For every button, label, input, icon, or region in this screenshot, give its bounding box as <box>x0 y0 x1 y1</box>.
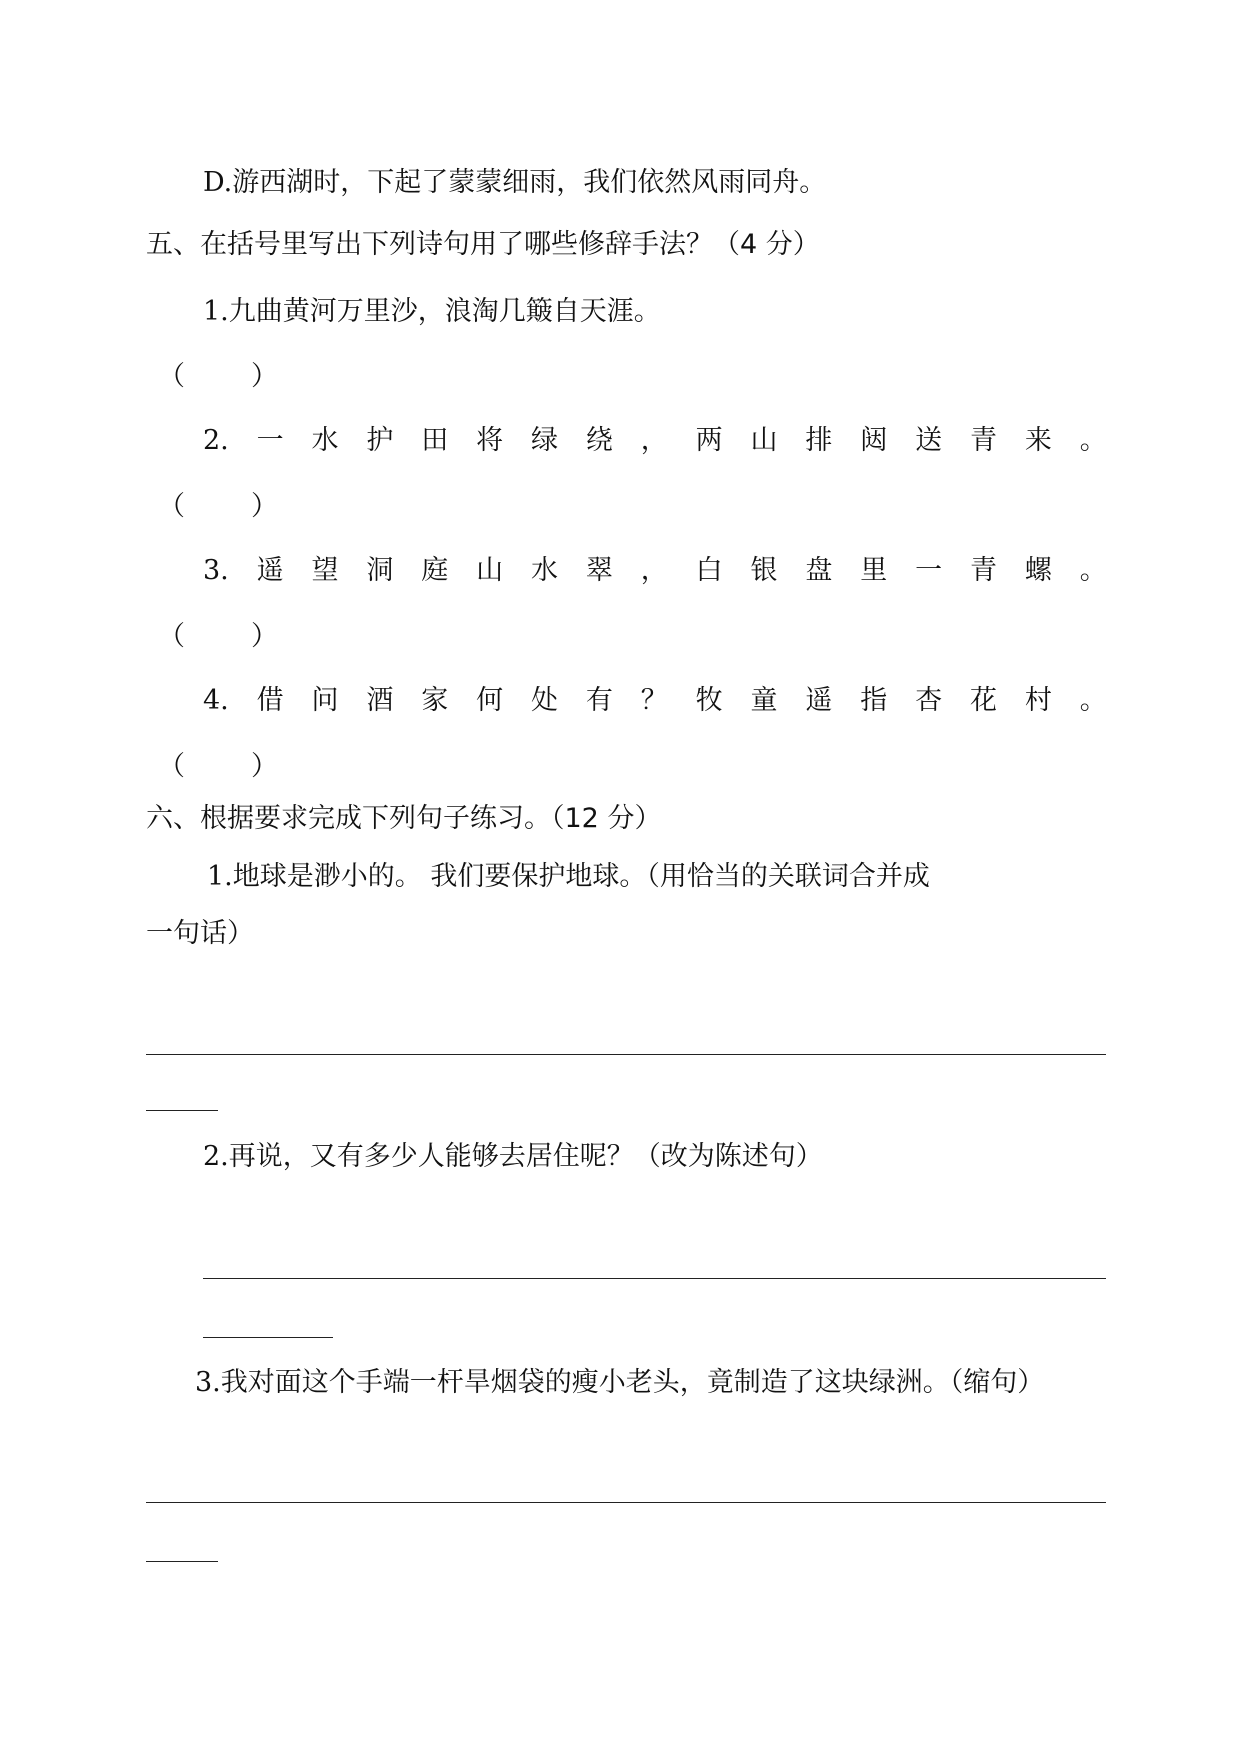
answer-line-2[interactable] <box>203 1278 1106 1279</box>
poem-item-4 <box>203 684 1107 718</box>
poem-char: 处 <box>531 685 559 716</box>
poem-item-3 <box>203 554 1107 588</box>
paren-open: （ <box>158 361 185 392</box>
answer-line-2-cont[interactable] <box>203 1337 333 1338</box>
poem-char: 送 <box>915 425 943 456</box>
poem-char: ？ <box>640 685 668 716</box>
answer-line-3[interactable] <box>146 1502 1106 1503</box>
poem-char: ， <box>640 555 668 586</box>
poem-char: 闼 <box>860 425 888 456</box>
item-number: 4. <box>203 685 229 716</box>
poem-char: 村 <box>1024 685 1052 716</box>
poem-char: 借 <box>256 685 284 716</box>
section-6-heading: 六、根据要求完成下列句子练习。（12 分） <box>146 803 662 834</box>
answer-paren-1[interactable] <box>158 360 278 394</box>
paren-close: ） <box>251 491 278 522</box>
paren-open: （ <box>158 751 185 782</box>
poem-char: 山 <box>476 555 504 586</box>
poem-char: 遥 <box>805 685 833 716</box>
paren-open: （ <box>158 621 185 652</box>
answer-line-3-cont[interactable] <box>146 1561 218 1562</box>
poem-char: 绿 <box>531 425 559 456</box>
poem-char: 青 <box>970 555 998 586</box>
poem-char: 牧 <box>695 685 723 716</box>
answer-paren-2[interactable] <box>158 490 278 524</box>
poem-char: 洞 <box>366 555 394 586</box>
poem-char: 青 <box>970 425 998 456</box>
poem-char: 两 <box>695 425 723 456</box>
poem-char: 翠 <box>585 555 613 586</box>
poem-char: 。 <box>1079 685 1107 716</box>
paren-close: ） <box>251 751 278 782</box>
poem-char: 山 <box>750 425 778 456</box>
poem-char: 。 <box>1079 555 1107 586</box>
poem-char: 一 <box>915 555 943 586</box>
exercise-2: 2.再说，又有多少人能够去居住呢？（改为陈述句） <box>203 1141 823 1172</box>
poem-char: 何 <box>476 685 504 716</box>
poem-char: 童 <box>750 685 778 716</box>
poem-char: 花 <box>970 685 998 716</box>
answer-paren-3[interactable] <box>158 620 278 654</box>
poem-char: 指 <box>860 685 888 716</box>
paren-open: （ <box>158 491 185 522</box>
item-number: 2. <box>203 425 229 456</box>
poem-char: 排 <box>805 425 833 456</box>
poem-char: 。 <box>1079 425 1107 456</box>
answer-line-1-cont[interactable] <box>146 1110 218 1111</box>
paren-close: ） <box>251 361 278 392</box>
poem-char: 螺 <box>1024 555 1052 586</box>
paren-close: ） <box>251 621 278 652</box>
item-number: 3. <box>203 555 229 586</box>
poem-char: 水 <box>531 555 559 586</box>
exercise-3: 3.我对面这个手端一杆旱烟袋的瘦小老头，竟制造了这块绿洲。（缩句） <box>195 1367 1045 1398</box>
poem-char: 杏 <box>915 685 943 716</box>
poem-char: 遥 <box>256 555 284 586</box>
poem-item-2 <box>203 424 1107 458</box>
exercise-1-line1: 1.地球是渺小的。 我们要保护地球。（用恰当的关联词合并成 <box>207 861 930 892</box>
poem-char: 家 <box>421 685 449 716</box>
poem-char: 水 <box>311 425 339 456</box>
poem-char: 银 <box>750 555 778 586</box>
section-5-heading: 五、在括号里写出下列诗句用了哪些修辞手法？（4 分） <box>146 229 820 260</box>
poem-char: 将 <box>476 425 504 456</box>
poem-char: 白 <box>695 555 723 586</box>
poem-char: 庭 <box>421 555 449 586</box>
poem-char: 绕 <box>585 425 613 456</box>
poem-char: 有 <box>585 685 613 716</box>
answer-paren-4[interactable] <box>158 750 278 784</box>
poem-char: 盘 <box>805 555 833 586</box>
poem-char: 里 <box>860 555 888 586</box>
poem-char: ， <box>640 425 668 456</box>
poem-char: 田 <box>421 425 449 456</box>
poem-item-1: 1.九曲黄河万里沙，浪淘几簸自天涯。 <box>203 296 661 327</box>
poem-char: 护 <box>366 425 394 456</box>
poem-char: 望 <box>311 555 339 586</box>
answer-line-1[interactable] <box>146 1054 1106 1055</box>
exercise-1-line2: 一句话） <box>146 918 254 949</box>
poem-char: 来 <box>1024 425 1052 456</box>
poem-char: 问 <box>311 685 339 716</box>
option-d: D.游西湖时，下起了蒙蒙细雨，我们依然风雨同舟。 <box>203 167 827 198</box>
poem-char: 酒 <box>366 685 394 716</box>
poem-char: 一 <box>256 425 284 456</box>
